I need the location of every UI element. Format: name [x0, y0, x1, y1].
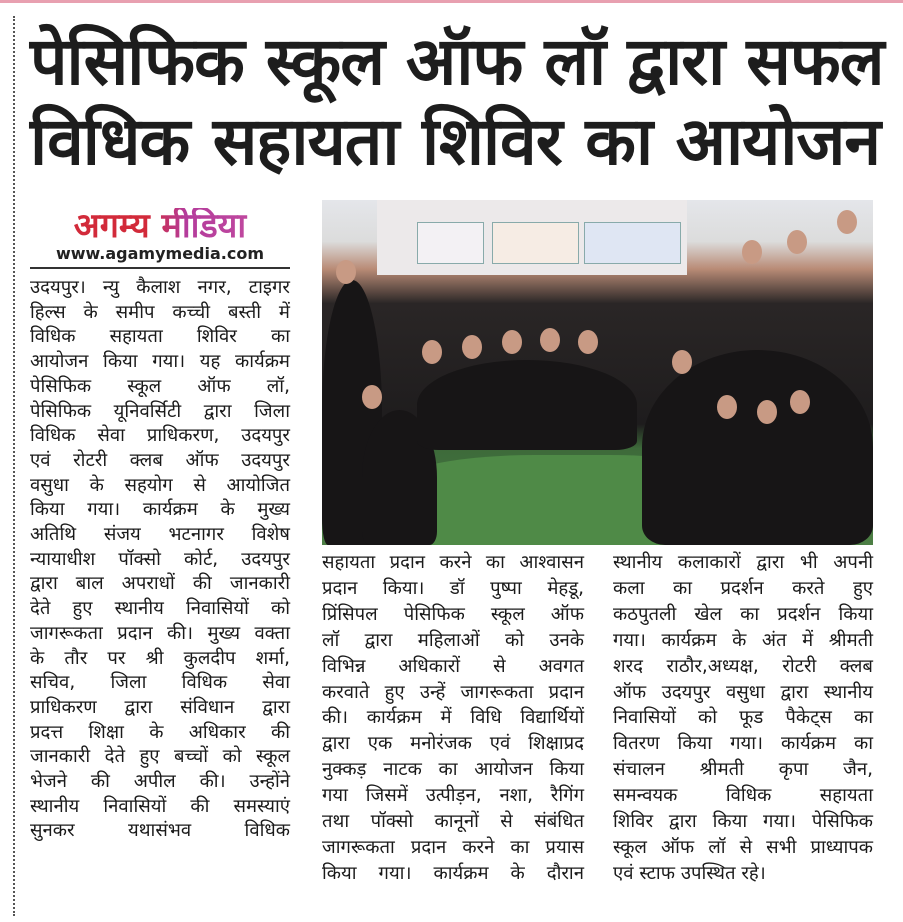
banner: [417, 222, 484, 264]
article-line: कला का प्रदर्शन करते हुए: [613, 577, 873, 599]
headline-line-2: विधिक सहायता शिविर का आयोजन: [30, 103, 880, 180]
article-line: द्वारा बाल अपराधों की जानकारी: [30, 573, 290, 595]
article-line: प्रदत्त शिक्षा के अधिकार की: [30, 721, 290, 743]
article-line: वसुधा के सहयोग से आयोजित: [30, 474, 290, 496]
article-line: नुक्कड़ नाटक का आयोजन किया: [322, 759, 584, 781]
article-line: न्यायाधीश पॉक्सो कोर्ट, उदयपुर: [30, 548, 290, 570]
article-line: प्रदान किया। डॉ पुष्पा मेहडू,: [322, 577, 584, 599]
person-face: [362, 385, 382, 409]
article-line: विभिन्न अधिकारों से अवगत: [322, 655, 584, 677]
article-line: गया। कार्यक्रम के अंत में श्रीमती: [613, 629, 873, 651]
person-face: [742, 240, 762, 264]
article-line: एवं रोटरी क्लब ऑफ उदयपुर: [30, 449, 290, 471]
article-line: एवं स्टाफ उपस्थित रहे।: [613, 862, 766, 884]
article-line: की। कार्यक्रम में विधि विद्यार्थियों: [322, 707, 584, 729]
person-face: [757, 400, 777, 424]
article-line: शिविर द्वारा किया गया। पेसिफिक: [613, 811, 873, 833]
article-line: भेजने की अपील की। उन्होंने: [30, 771, 290, 793]
article-line: जागरूकता प्रदान की। मुख्य वक्ता: [30, 622, 290, 644]
article-line: गया जिसमें उत्पीड़न, नशा, रैगिंग: [322, 785, 584, 807]
person-face: [462, 335, 482, 359]
article-line: प्राधिकरण द्वारा संविधान द्वारा: [30, 696, 290, 718]
article-line: करवाते हुए उन्हें जागरूकता प्रदान: [322, 681, 584, 703]
article-line: आयोजन किया गया। यह कार्यक्रम: [30, 351, 290, 373]
logo-title: अगम्य मीडिया: [30, 208, 290, 244]
article-line: पेसिफिक यूनिवर्सिटी द्वारा जिला: [30, 400, 290, 422]
person-face: [787, 230, 807, 254]
article-line: हिल्स के समीप कच्ची बस्ती में: [30, 301, 290, 323]
logo-url: www.agamymedia.com: [30, 244, 290, 269]
article-column-1: [30, 276, 290, 844]
article-line: उदयपुर। न्यु कैलाश नगर, टाइगर: [30, 277, 290, 298]
article-line: विधिक सेवा प्राधिकरण, उदयपुर: [30, 425, 290, 447]
banner: [584, 222, 681, 264]
article-column-2: [322, 550, 584, 887]
article-line: वितरण किया गया। कार्यक्रम का: [613, 733, 873, 755]
agamy-media-logo: [30, 208, 290, 269]
article-line: देते हुए स्थानीय निवासियों को: [30, 598, 290, 620]
article-line: सुनकर यथासंभव विधिक: [30, 820, 290, 842]
article-line: जागरूकता प्रदान करने का प्रयास: [322, 836, 584, 858]
person-face: [336, 260, 356, 284]
headline-line-1: पेसिफिक स्कूल ऑफ लॉ द्वारा सफल: [30, 23, 884, 100]
article-line: प्रिंसिपल पेसिफिक स्कूल ऑफ: [322, 603, 584, 625]
person-face: [422, 340, 442, 364]
article-line: विधिक सहायता शिविर का: [30, 326, 290, 348]
person: [642, 350, 873, 545]
person-face: [717, 395, 737, 419]
article-line: किया गया। कार्यक्रम के दौरान: [322, 862, 584, 884]
article-line: द्वारा एक मनोरंजक एवं शिक्षाप्रद: [322, 733, 584, 755]
article-line: ऑफ उदयपुर वसुधा द्वारा स्थानीय: [613, 681, 873, 703]
article-line: पेसिफिक स्कूल ऑफ लॉ,: [30, 375, 290, 397]
headline: [30, 22, 884, 182]
article-line: समन्वयक विधिक सहायता: [613, 785, 873, 807]
article-line: अतिथि संजय भटनागर विशेष: [30, 524, 290, 546]
article-line: जानकारी देते हुए बच्चों को स्कूल: [30, 746, 290, 768]
person-face: [540, 328, 560, 352]
banner: [492, 222, 579, 264]
person: [417, 360, 637, 450]
person-face: [672, 350, 692, 374]
group-photo: [322, 200, 873, 545]
person-face: [578, 330, 598, 354]
article-line: निवासियों को फूड पैकेट्स का: [613, 707, 873, 729]
article-line: स्थानीय कलाकारों द्वारा भी अपनी: [613, 552, 873, 573]
article-line: सहायता प्रदान करने का आश्वासन: [322, 552, 584, 573]
article-line: तथा पॉक्सो कानूनों से संबंधित: [322, 811, 584, 833]
article-line: शरद राठौर,अध्यक्ष, रोटरी क्लब: [613, 655, 873, 677]
person-face: [790, 390, 810, 414]
person-face: [502, 330, 522, 354]
article-line: स्कूल ऑफ लॉ से सभी प्राध्यापक: [613, 836, 873, 858]
article-line: कठपुतली खेल का प्रदर्शन किया: [613, 603, 873, 625]
article-line: सचिव, जिला विधिक सेवा: [30, 672, 290, 694]
person-face: [837, 210, 857, 234]
article-line: स्थानीय निवासियों की समस्याएं: [30, 795, 290, 817]
article-column-3: [613, 550, 873, 887]
dotted-cut-line: [13, 16, 15, 916]
article-line: के तौर पर श्री कुलदीप शर्मा,: [30, 647, 290, 669]
article-line: लॉ द्वारा महिलाओं को उनके: [322, 629, 584, 651]
article-line: संचालन श्रीमती कृपा जैन,: [613, 759, 873, 781]
top-border: [0, 0, 903, 3]
article-line: किया गया। कार्यक्रम के मुख्य: [30, 499, 290, 521]
